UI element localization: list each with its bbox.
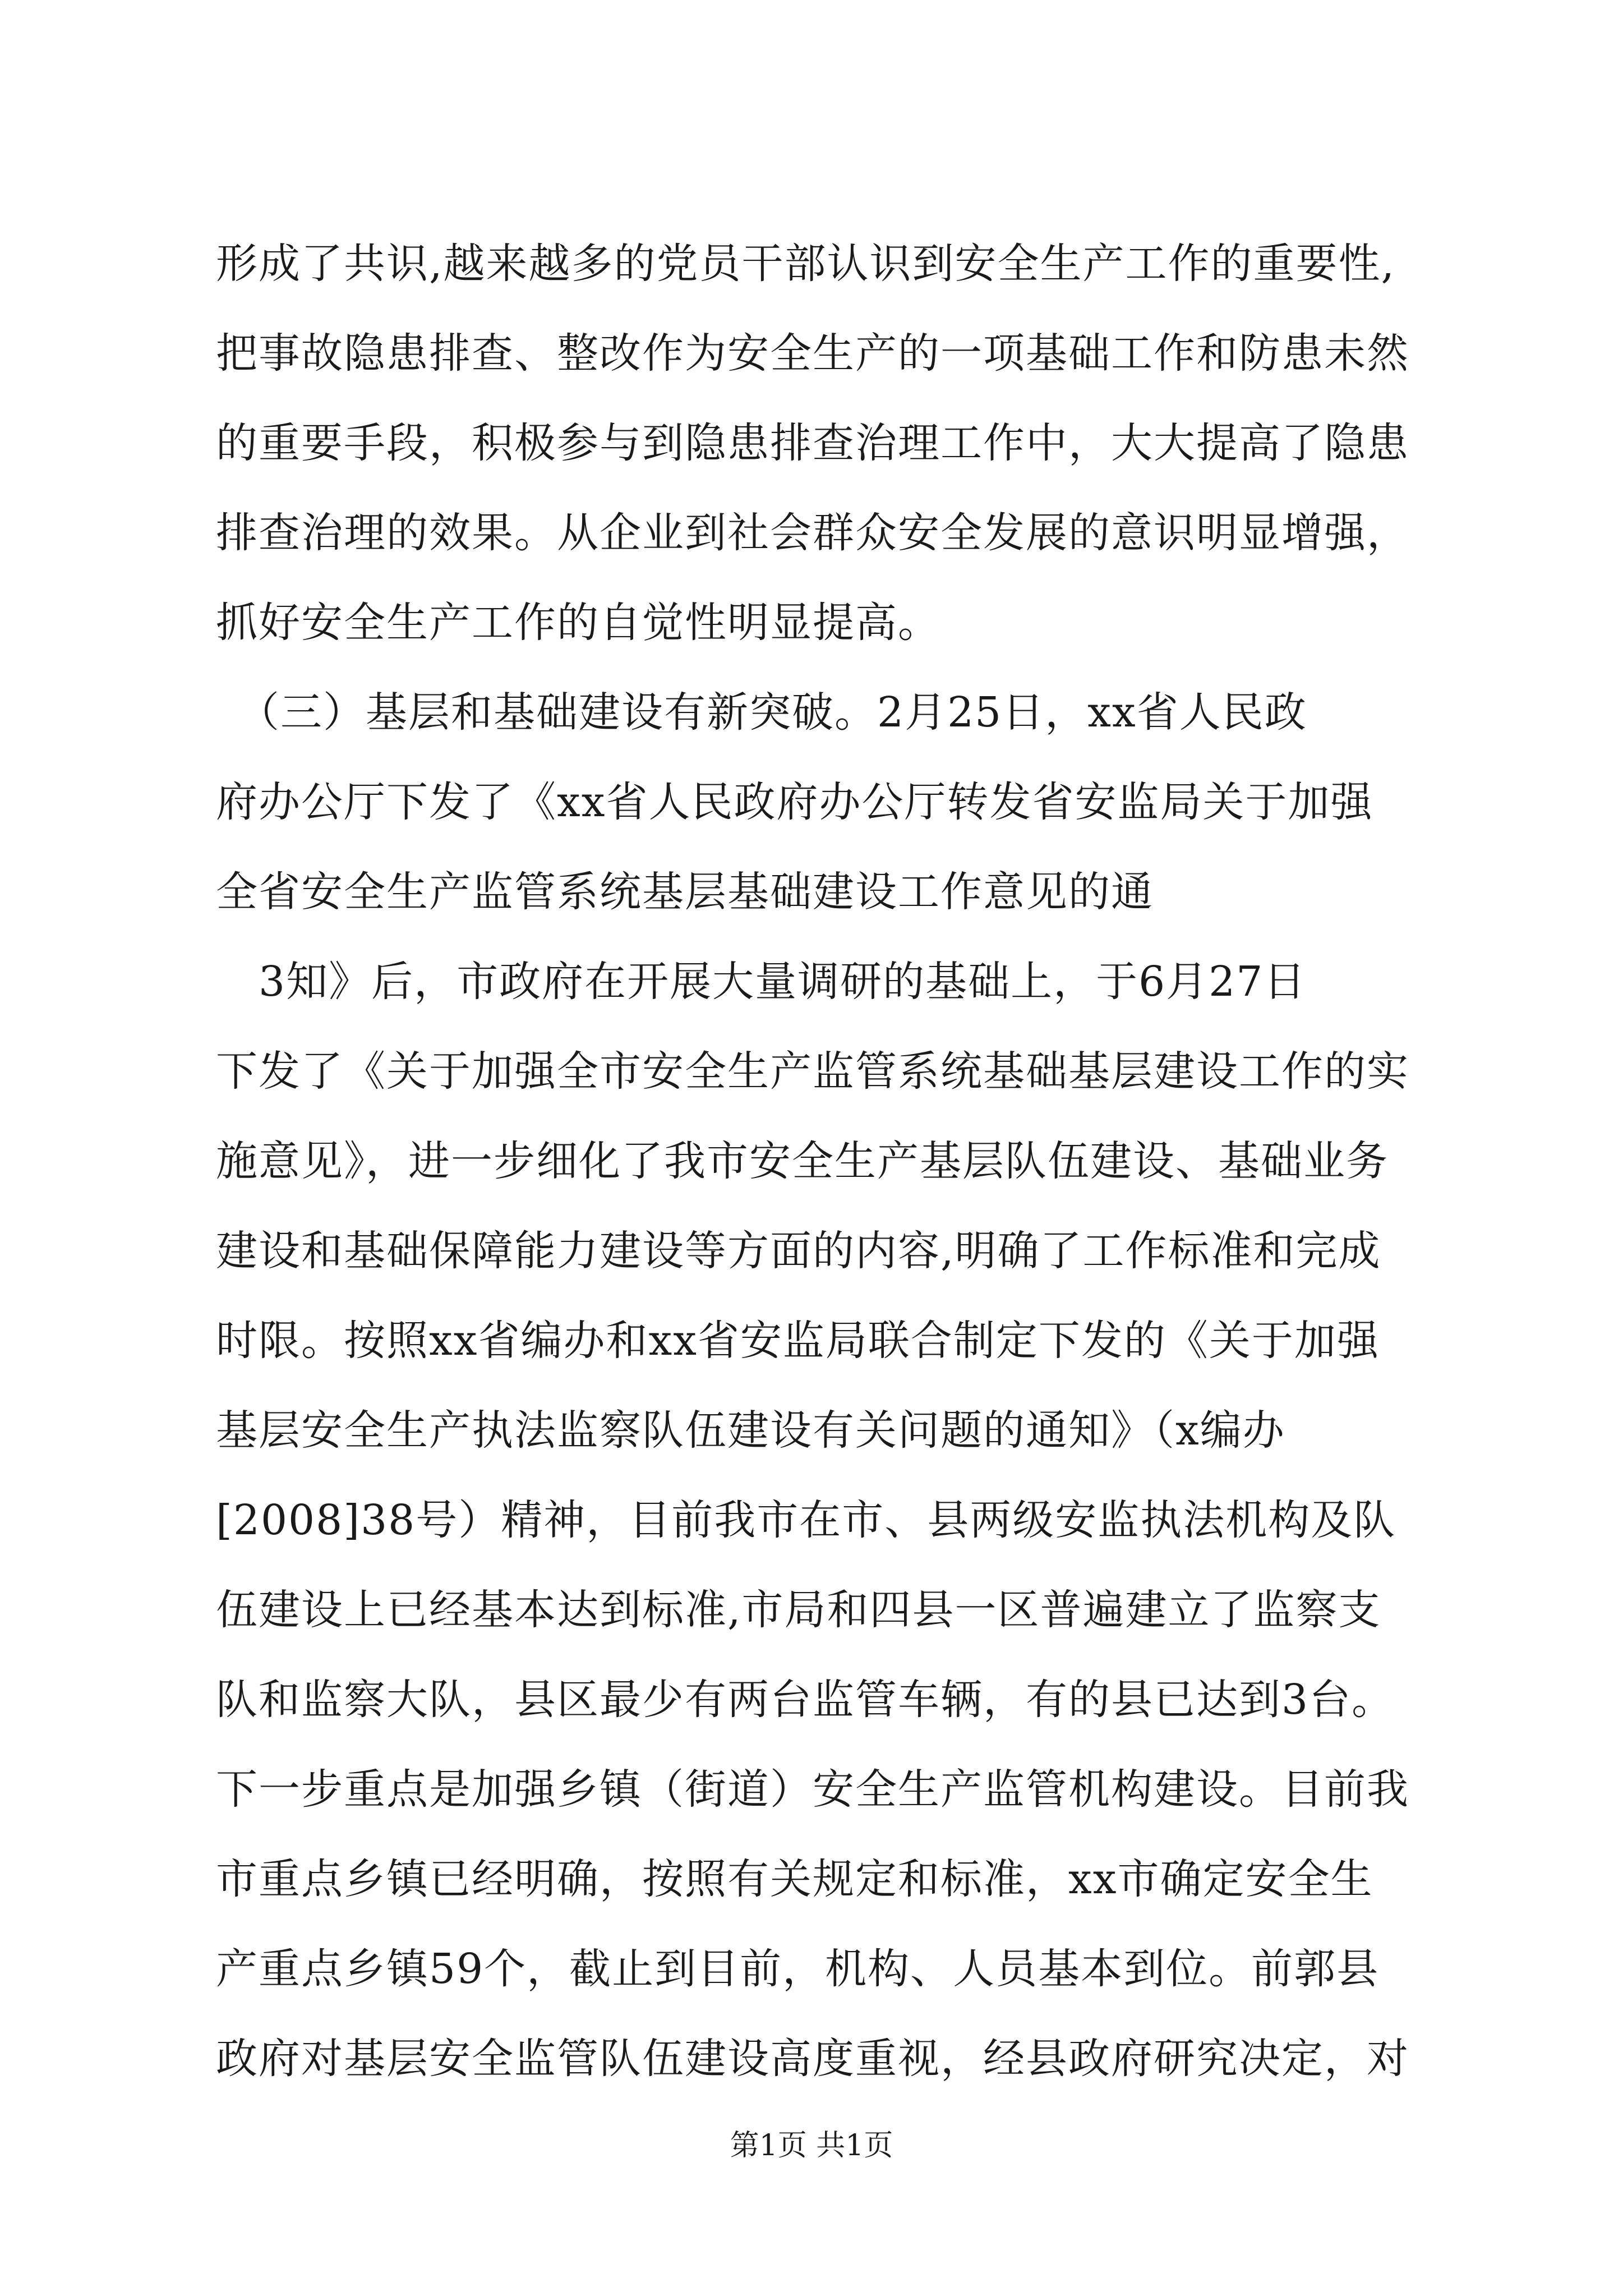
text-line: 队和监察大队，县区最少有两台监管车辆，有的县已达到3台。 — [216, 1676, 1395, 1724]
text-line: 把事故隐患排查、整改作为安全生产的一项基础工作和防患未然 — [216, 329, 1409, 378]
text-line: 伍建设上已经基本达到标准,市局和四县一区普遍建立了监察支 — [216, 1586, 1381, 1634]
text-line: 基层安全生产执法监察队伍建设有关问题的通知》（x编办 — [216, 1406, 1285, 1455]
text-line: 市重点乡镇已经明确，按照有关规定和标准，xx市确定安全生 — [216, 1855, 1373, 1903]
text-line: 下发了《关于加强全市安全生产监管系统基础基层建设工作的实 — [216, 1047, 1409, 1096]
text-line: 排查治理的效果。从企业到社会群众安全发展的意识明显增强， — [216, 509, 1409, 557]
text-line: 3知》后，市政府在开展大量调研的基础上，于6月27日 — [216, 958, 1307, 1006]
text-line: 的重要手段，积极参与到隐患排查治理工作中，大大提高了隐患 — [216, 419, 1409, 467]
text-line: 府办公厅下发了《xx省人民政府办公厅转发省安监局关于加强 — [216, 778, 1373, 826]
text-line: 时限。按照xx省编办和xx省安监局联合制定下发的《关于加强 — [216, 1317, 1380, 1365]
text-line: 抓好安全生产工作的自觉性明显提高。 — [216, 599, 940, 647]
text-line: 产重点乡镇59个，截止到目前，机构、人员基本到位。前郭县 — [216, 1945, 1380, 1993]
page-number-label: 第1页 共1页 — [730, 2129, 893, 2162]
text-line: （三）基层和基础建设有新突破。2月25日，xx省人民政 — [216, 688, 1307, 737]
text-line: 全省安全生产监管系统基层基础建设工作意见的通 — [216, 868, 1154, 916]
text-line: 形成了共识,越来越多的党员干部认识到安全生产工作的重要性, — [216, 240, 1396, 288]
text-line: 政府对基层安全监管队伍建设高度重视，经县政府研究决定，对 — [216, 2035, 1409, 2083]
document-body — [216, 219, 1450, 2104]
text-line: 施意见》，进一步细化了我市安全生产基层队伍建设、基础业务 — [216, 1137, 1389, 1185]
text-line: 建设和基础保障能力建设等方面的内容,明确了工作标准和完成 — [216, 1227, 1381, 1275]
page-footer — [0, 2126, 1623, 2165]
text-line: [2008]38号）精神，目前我市在市、县两级安监执法机构及队 — [216, 1496, 1396, 1544]
text-line: 下一步重点是加强乡镇（街道）安全生产监管机构建设。目前我 — [216, 1765, 1409, 1814]
